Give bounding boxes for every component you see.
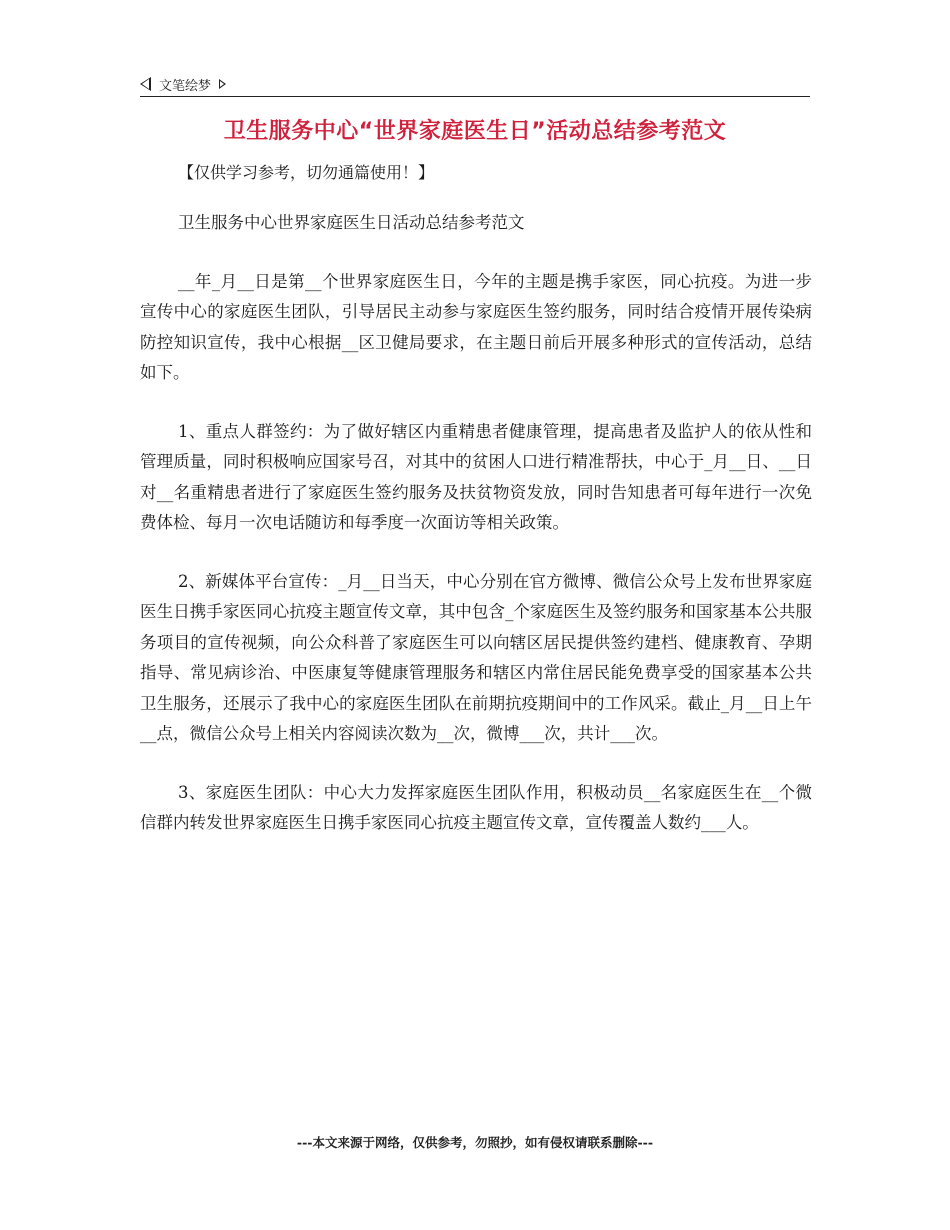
header-brand: 文笔绘梦 <box>159 78 212 94</box>
document-body <box>140 208 812 867</box>
paragraph-item-1: 1、重点人群签约：为了做好辖区内重精患者健康管理，提高患者及监护人的依从性和管理质量，同时积极响应国家号召，对其中的贫困人口进行精准帮扶，中心于_月__日、__日对__名重精患者进行了家庭医生签约服务及扶贫物资发放，同时告知患者可每年进行一次免费体检、每月一次电话随访和每季度一次面访等相关政策。 <box>140 421 812 532</box>
usage-notice: 【仅供学习参考，切勿通篇使用！】 <box>178 163 435 182</box>
paragraph-subtitle: 卫生服务中心世界家庭医生日活动总结参考范文 <box>178 213 525 232</box>
paragraph-item-2: 2、新媒体平台宣传：_月__日当天，中心分别在官方微博、微信公众号上发布世界家庭医生日携手家医同心抗疫主题宣传文章，其中包含_个家庭医生及签约服务和国家基本公共服务项目的宣传视频，向公众科普了家庭医生可以向辖区居民提供签约建档、健康教育、孕期指导、常见病诊治、中医康复等健康管理服务和辖区内常住居民能免费享受的国家基本公共卫生服务，还展示了我中心的家庭医生团队在前期抗疫期间中的工作风采。截止_月__日上午__点，微信公众号上相关内容阅读次数为__次，微博___次，共计___次。 <box>140 571 812 743</box>
page-header <box>140 72 810 97</box>
paragraph-intro: __年_月__日是第__个世界家庭医生日，今年的主题是携手家医，同心抗疫。为进一步宣传中心的家庭医生团队，引导居民主动参与家庭医生签约服务，同时结合疫情开展传染病防控知识宣传，我中心根据__区卫健局要求，在主题日前后开展多种形式的宣传活动，总结如下。 <box>140 271 812 382</box>
document-title: 卫生服务中心“世界家庭医生日”活动总结参考范文 <box>223 119 727 144</box>
triangle-left-icon <box>140 77 151 91</box>
paragraph-item-3: 3、家庭医生团队：中心大力发挥家庭医生团队作用，积极动员__名家庭医生在__个微信群内转发世界家庭医生日携手家医同心抗疫主题宣传文章，宣传覆盖人数约___人。 <box>140 782 812 832</box>
page-footer: ---本文来源于网络，仅供参考，勿照抄，如有侵权请联系删除--- <box>296 1135 654 1150</box>
triangle-right-icon <box>219 79 226 89</box>
